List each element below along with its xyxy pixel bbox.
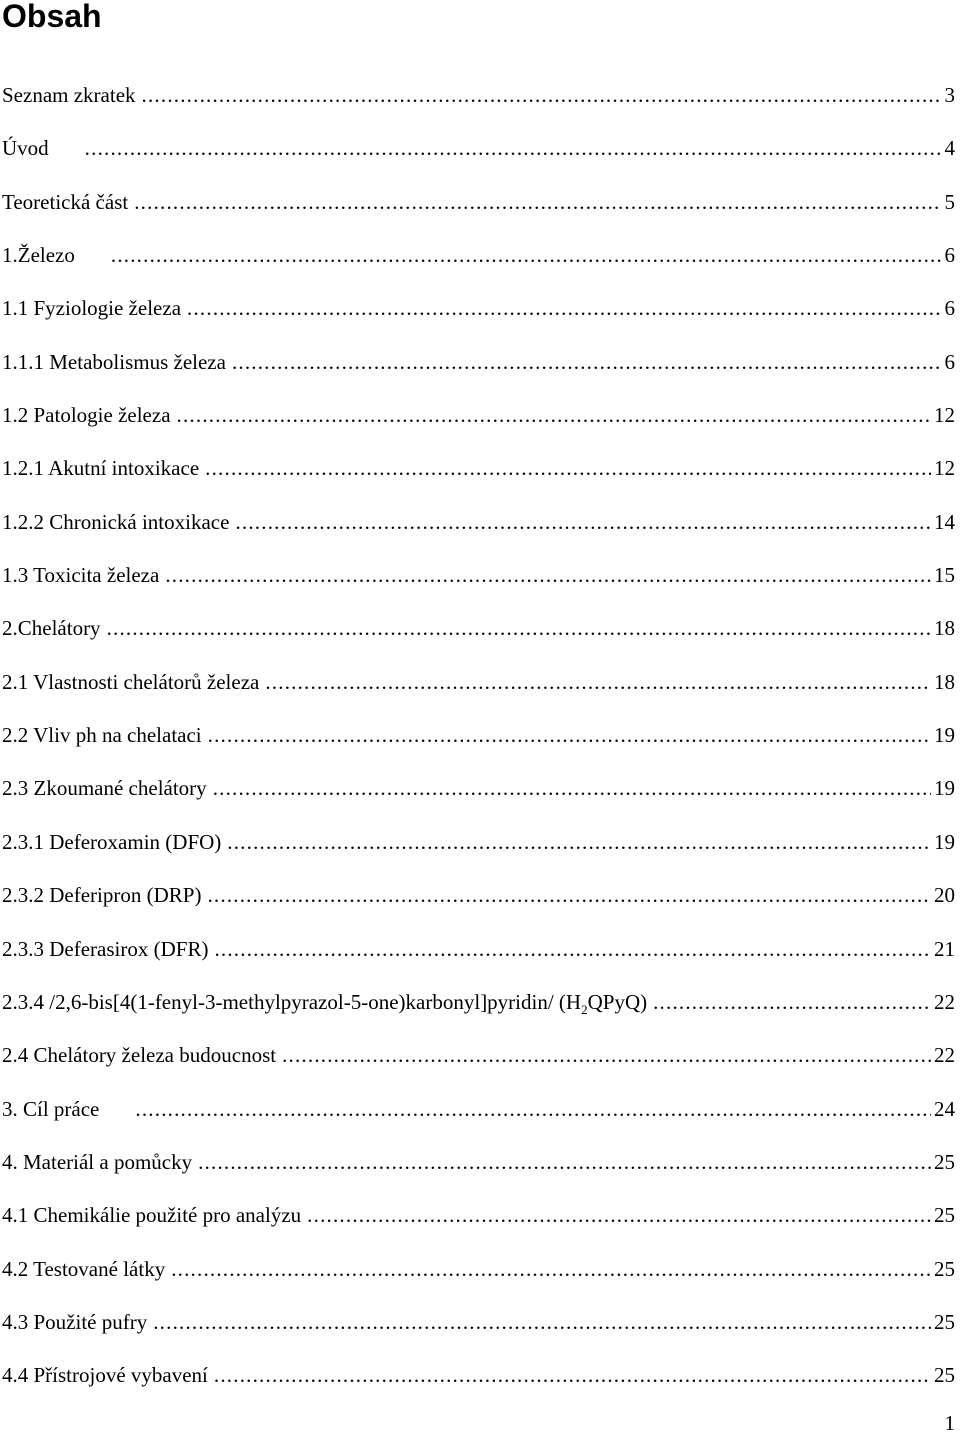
toc-entry-page: 24 <box>934 1096 955 1121</box>
toc-entry-page: 18 <box>934 616 955 641</box>
toc-entry-title: Teoretická část <box>2 189 129 214</box>
toc-entry-page: 25 <box>934 1149 955 1174</box>
toc-entry-page: 5 <box>944 189 955 214</box>
toc-entry <box>0 294 955 347</box>
toc-entry <box>0 348 955 401</box>
toc-dot-leader <box>214 935 931 963</box>
toc-dot-leader <box>165 561 931 589</box>
toc-entry <box>0 774 955 827</box>
toc-dot-leader <box>85 134 942 162</box>
toc-entry-title: 1.3 Toxicita železa <box>2 563 160 588</box>
toc-dot-leader <box>207 881 931 909</box>
toc-dot-leader <box>265 668 931 696</box>
toc-entry-page: 15 <box>934 563 955 588</box>
toc-entry <box>0 454 955 507</box>
toc-entry <box>0 1095 955 1148</box>
toc-entry-title: 2.3.1 Deferoxamin (DFO) <box>2 829 222 854</box>
toc-entry-page: 25 <box>934 1203 955 1228</box>
toc-entry-page: 25 <box>934 1309 955 1334</box>
toc-entry-title: 2.Chelátory <box>2 616 101 641</box>
toc-entry-title: 1.2 Patologie železa <box>2 403 171 428</box>
toc-entry-page: 25 <box>934 1256 955 1281</box>
toc-dot-leader <box>213 774 931 802</box>
toc-entry <box>0 668 955 721</box>
toc-dot-leader <box>227 828 931 856</box>
toc-entry-title: 2.3.3 Deferasirox (DFR) <box>2 936 209 961</box>
toc-entry-title: Seznam zkratek <box>2 83 136 107</box>
toc-entry-page: 22 <box>934 1043 955 1068</box>
toc-entry-page: 3 <box>944 83 955 107</box>
subscript: 2 <box>581 1002 588 1018</box>
toc-entry <box>0 614 955 667</box>
toc-entry <box>0 935 955 988</box>
toc-entry-page: 25 <box>934 1363 955 1388</box>
toc-dot-leader <box>171 1255 931 1283</box>
toc-entry <box>0 1201 955 1254</box>
toc-entry-title: 4.3 Použité pufry <box>2 1309 148 1334</box>
toc-entry <box>0 1255 955 1308</box>
table-of-contents <box>0 81 955 1415</box>
toc-entry-page: 19 <box>934 723 955 748</box>
toc-entry <box>0 81 955 134</box>
toc-entry-title: 4.4 Přístrojové vybavení <box>2 1363 208 1388</box>
toc-entry <box>0 828 955 881</box>
toc-entry-title: 3. Cíl práce <box>2 1096 100 1121</box>
toc-entry-page: 19 <box>934 829 955 854</box>
toc-entry-page: 6 <box>944 349 955 374</box>
toc-entry-page: 18 <box>934 669 955 694</box>
toc-dot-leader <box>134 188 941 216</box>
page-title: Obsah <box>2 0 102 34</box>
toc-dot-leader <box>208 721 931 749</box>
toc-entry <box>0 1308 955 1361</box>
toc-entry <box>0 881 955 934</box>
toc-entry-page: 4 <box>944 136 955 161</box>
toc-entry-title: 2.4 Chelátory železa budoucnost <box>2 1043 277 1068</box>
page-number: 1 <box>944 1411 955 1435</box>
toc-dot-leader <box>282 1041 931 1069</box>
toc-entry-page: 20 <box>934 883 955 908</box>
toc-entry <box>0 721 955 774</box>
toc-entry-title: 4.1 Chemikálie použité pro analýzu <box>2 1203 302 1228</box>
toc-entry <box>0 241 955 294</box>
toc-entry-title: 2.2 Vliv ph na chelataci <box>2 723 202 748</box>
toc-entry-title: 1.1.1 Metabolismus železa <box>2 349 226 374</box>
toc-entry-page: 14 <box>934 509 955 534</box>
toc-entry-title-text: QPyQ) <box>587 989 648 1014</box>
toc-entry <box>0 988 955 1041</box>
toc-entry-title: 2.3.2 Deferipron (DRP) <box>2 883 202 908</box>
toc-entry-title <box>0 988 647 1016</box>
toc-entry <box>0 561 955 614</box>
toc-dot-leader <box>107 614 931 642</box>
toc-entry-page: 19 <box>934 776 955 801</box>
toc-dot-leader <box>177 401 931 429</box>
toc-entry <box>0 508 955 561</box>
toc-entry-title: 1.2.1 Akutní intoxikace <box>2 456 200 481</box>
toc-entry <box>0 134 955 187</box>
toc-entry-title: 2.1 Vlastnosti chelátorů železa <box>2 669 260 694</box>
toc-entry-title: Úvod <box>2 136 49 161</box>
toc-entry <box>0 1148 955 1201</box>
toc-entry-page: 6 <box>944 296 955 321</box>
toc-dot-leader <box>205 454 931 482</box>
toc-dot-leader <box>653 988 931 1016</box>
toc-entry-page: 22 <box>934 989 955 1014</box>
toc-entry-title: 1.1 Fyziologie železa <box>2 296 182 321</box>
toc-entry-title: 4. Materiál a pomůcky <box>2 1149 193 1174</box>
toc-entry-title: 1.2.2 Chronická intoxikace <box>2 509 230 534</box>
toc-entry <box>0 1041 955 1094</box>
toc-dot-leader <box>214 1361 931 1389</box>
toc-entry-page: 6 <box>944 243 955 268</box>
toc-entry-page: 12 <box>934 403 955 428</box>
toc-entry-title: 1.Železo <box>2 243 75 268</box>
toc-entry <box>0 188 955 241</box>
toc-dot-leader <box>232 348 942 376</box>
toc-dot-leader <box>142 81 942 109</box>
toc-dot-leader <box>235 508 931 536</box>
toc-entry-page: 12 <box>934 456 955 481</box>
toc-dot-leader <box>111 241 942 269</box>
toc-entry-title: 2.3 Zkoumané chelátory <box>2 776 207 801</box>
toc-entry-page: 21 <box>934 936 955 961</box>
toc-entry-title: 4.2 Testované látky <box>2 1256 166 1281</box>
toc-entry-title-text: 2.3.4 /2,6-bis[4(1-fenyl-3-methylpyrazol-5-one)karbonyl]pyridin/ (H <box>2 989 582 1014</box>
toc-dot-leader <box>187 294 941 322</box>
toc-entry <box>0 1361 955 1414</box>
toc-dot-leader <box>135 1095 931 1123</box>
toc-dot-leader <box>198 1148 931 1176</box>
toc-dot-leader <box>153 1308 931 1336</box>
toc-dot-leader <box>307 1201 931 1229</box>
toc-entry <box>0 401 955 454</box>
